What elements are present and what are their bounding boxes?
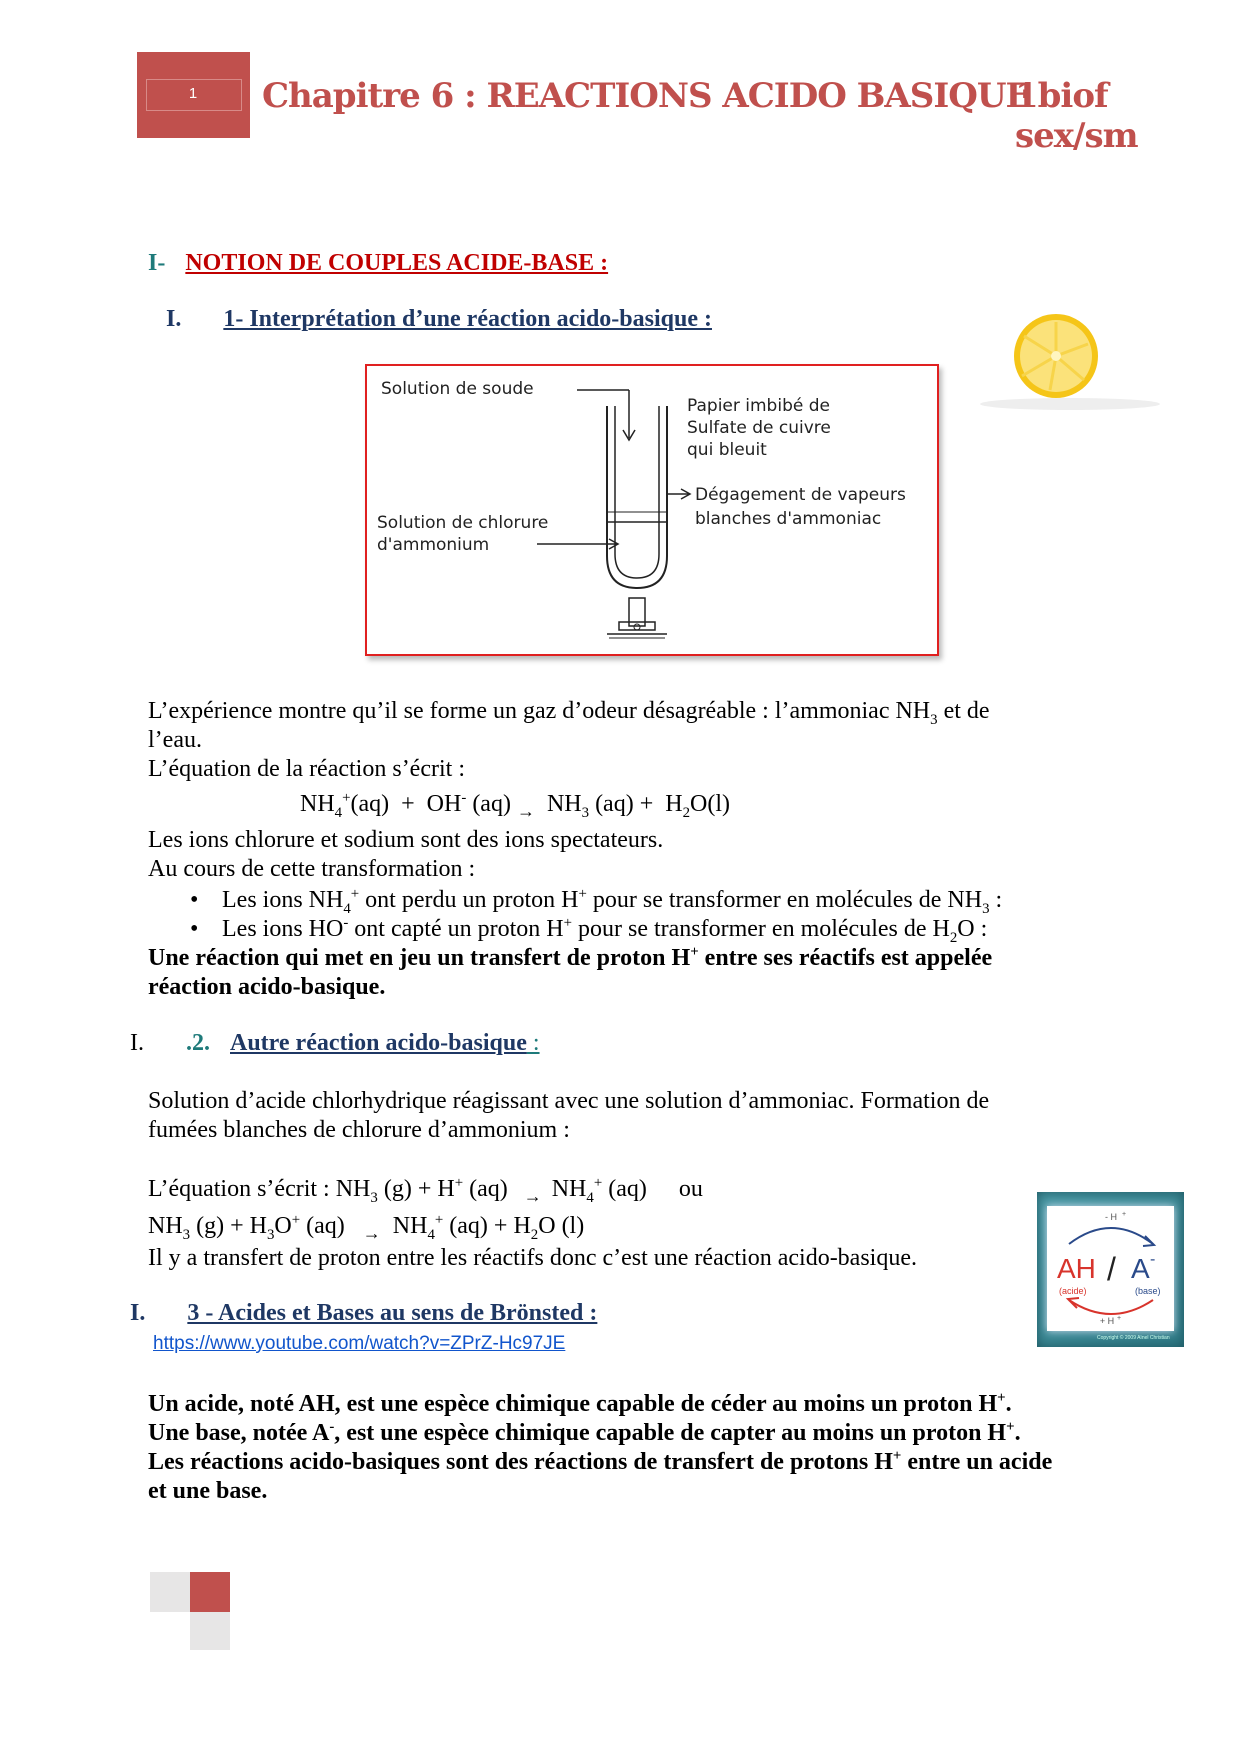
label-degagement-2: blanches d'ammoniac [695, 509, 882, 529]
footer-square [190, 1612, 230, 1650]
definition-reaction: Une réaction qui met en jeu un transfert de proton H+ entre ses réactifs est appelée réaction acido-basique. [148, 944, 993, 1000]
svg-text:+: + [1122, 1211, 1127, 1218]
youtube-link[interactable]: https://www.youtube.com/watch?v=ZPrZ-Hc97JE [153, 1333, 566, 1354]
equation-2: L’équation s’écrit : $NH_3$ (g) + H+ (aq) $_\to$ $NH_4^+$ (aq) ou [148, 1175, 703, 1206]
footer-square [150, 1572, 190, 1612]
list-item: • Les ions $NH_4^+$ ont perdu un proton H+ pour se transformer en molécules de $NH_3$ : [190, 886, 1003, 917]
page-title: Chapitre 6 : REACTIONS ACIDO BASIQUE [262, 76, 1031, 116]
section-heading-1 [148, 250, 608, 277]
label-soude: Solution de soude [381, 379, 534, 399]
equation-3: $NH_3$ $(g) + H_3O^+$ (aq) $_\to$ $NH_4^+$ $(aq) + H_2O$ (l) [148, 1212, 585, 1243]
subsection-heading-2: I. .2. Autre réaction acido-basique : [130, 1030, 540, 1056]
section-title: NOTION DE COUPLES ACIDE-BASE : [185, 250, 609, 276]
equation-1: $NH_4^+(aq) + OH^-$ (aq) $_\to$ $NH_3$ $(aq) + H_2O(l)$ [300, 790, 730, 821]
label-chlorure-1: Solution de chlorure [377, 513, 549, 533]
paragraph-autre-reaction: Solution d’acide chlorhydrique réagissant avec une solution d’ammoniac. Formation de fumées blanches de chlorure d’ammonium : [148, 1088, 990, 1143]
svg-text:+ H: + H [1099, 1316, 1115, 1326]
class-label: 1biof sex/sm [1015, 76, 1138, 156]
svg-text:/: / [1107, 1251, 1116, 1287]
footer-square [190, 1572, 230, 1612]
experiment-diagram [365, 364, 939, 656]
subsection-heading-3: I. 3 - Acides et Bases au sens de Brönsted : [130, 1300, 598, 1326]
paragraph-transfert: Il y a transfert de proton entre les réactifs donc c’est une réaction acido-basique. [148, 1245, 917, 1271]
svg-text:AH: AH [1057, 1253, 1096, 1284]
page-number: 1 [188, 85, 198, 102]
svg-text:+: + [1117, 1315, 1122, 1322]
paragraph-experience: L’expérience montre qu’il se forme un gaz d’odeur désagréable : l’ammoniac $NH_3$ et de l’eau. L’équation de la réaction s’écrit : $NH_4^+(aq) + OH^-$ (aq) $_\to$ $NH_3$ $(aq) + H_2O(l)$ Les ions chlorure et sodium sont des ions spectateurs. Au cours de cette transformation : [148, 697, 1128, 884]
label-papier-3: qui bleuit [687, 440, 767, 460]
list-item: • Les ions HO- ont capté un proton H+ pour se transformer en molécules de $H_2O$ : [190, 915, 988, 946]
acid-base-couple-image: - H + AH / A - (acide) (base) + H + Copyright © 2009 Aïnel Christian [1037, 1192, 1184, 1347]
lemon-image [960, 312, 1170, 412]
label-papier-2: Sulfate de cuivre [687, 418, 831, 438]
svg-text:-: - [1150, 1251, 1156, 1268]
svg-text:(acide): (acide) [1059, 1286, 1087, 1296]
svg-text:(base): (base) [1135, 1286, 1161, 1296]
label-papier-1: Papier imbibé de [687, 396, 830, 416]
svg-text:A: A [1131, 1253, 1150, 1284]
section-number: I- [148, 250, 166, 276]
subsection-heading-1: I. 1- Interprétation d’une réaction acido-basique : [166, 306, 712, 332]
label-degagement-1: Dégagement de vapeurs [695, 485, 906, 505]
label-chlorure-2: d'ammonium [377, 535, 490, 555]
svg-text:- H: - H [1105, 1212, 1117, 1222]
definition-bronsted: Un acide, noté AH, est une espèce chimique capable de céder au moins un proton H+. Une base, notée A-, est une espèce chimique capable de capter au moins un proton H+. Les réactions acido-basiques sont des réactions de transfert de protons H+ entre un acide et une base. [148, 1390, 1053, 1504]
